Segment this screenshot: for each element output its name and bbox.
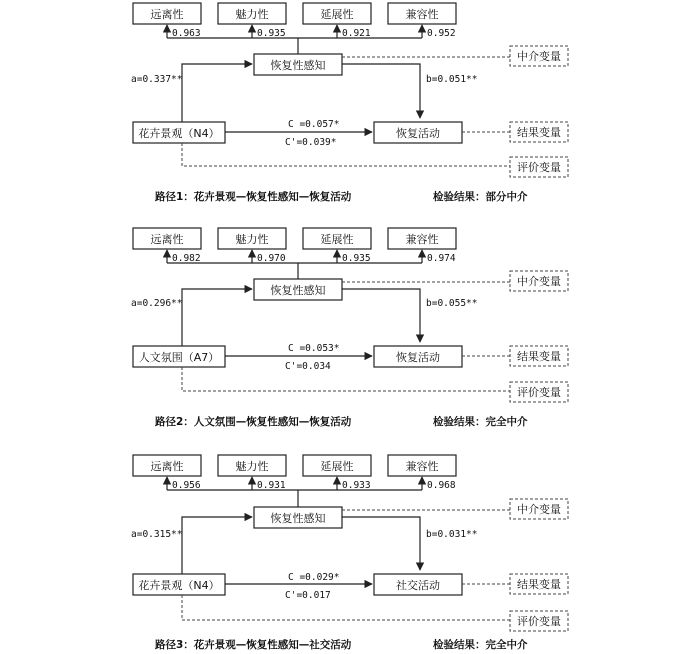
dimension-label: 魅力性: [235, 460, 269, 473]
mediator-variable-label: 中介变量: [517, 50, 561, 63]
path-caption: 路径1：花卉景观—恢复性感知—恢复活动: [155, 191, 352, 203]
loading-value: 0.952: [427, 28, 456, 39]
dimension-label: 延展性: [320, 8, 354, 21]
path-caption: 路径2：人文氛围—恢复性感知—恢复活动: [155, 416, 352, 428]
path-c-coefficient: C =0.029*: [288, 572, 340, 583]
dimension-label: 兼容性: [405, 460, 439, 473]
mediator-variable-label: 中介变量: [517, 275, 561, 288]
dimension-label: 兼容性: [405, 233, 439, 246]
path-b-arrow: [342, 517, 420, 570]
dimension-label: 远离性: [150, 233, 184, 246]
outcome-label: 恢复活动: [396, 351, 440, 364]
path-c-coefficient: C =0.057*: [288, 119, 340, 130]
path-b-coefficient: b=0.055**: [426, 298, 478, 309]
dimension-label: 延展性: [320, 460, 354, 473]
evaluation-variable-label: 评价变量: [517, 615, 561, 628]
evaluation-variable-label: 评价变量: [517, 161, 561, 174]
path-c-coefficient: C =0.053*: [288, 343, 340, 354]
dimension-label: 魅力性: [235, 8, 269, 21]
path-b-arrow: [342, 289, 420, 342]
loading-value: 0.931: [257, 480, 286, 491]
path-b-arrow: [342, 64, 420, 118]
test-result: 检验结果：完全中介: [433, 639, 528, 651]
predictor-label: 人文氛围（A7）: [138, 351, 220, 364]
loading-value: 0.982: [172, 253, 201, 264]
loading-value: 0.974: [427, 253, 456, 264]
path-a-arrow: [182, 64, 252, 125]
dimension-label: 远离性: [150, 8, 184, 21]
mediator-label: 恢复性感知: [270, 59, 326, 72]
mediation-panel-1: [131, 3, 568, 203]
path-a-coefficient: a=0.315**: [131, 529, 183, 540]
path-b-coefficient: b=0.051**: [426, 74, 478, 85]
loading-value: 0.970: [257, 253, 286, 264]
path-c-prime-coefficient: C'=0.017: [285, 590, 331, 601]
path-c-prime-coefficient: C'=0.039*: [285, 137, 337, 148]
loading-value: 0.921: [342, 28, 371, 39]
outcome-label: 恢复活动: [396, 127, 440, 140]
test-result: 检验结果：部分中介: [433, 191, 528, 203]
loading-value: 0.968: [427, 480, 456, 491]
path-c-prime-coefficient: C'=0.034: [285, 361, 331, 372]
outcome-variable-label: 结果变量: [517, 578, 561, 591]
path-a-arrow: [182, 289, 252, 349]
mediator-variable-label: 中介变量: [517, 503, 561, 516]
dimension-label: 魅力性: [235, 233, 269, 246]
dimension-label: 兼容性: [405, 8, 439, 21]
evaluation-tag-line: [182, 143, 510, 166]
outcome-label: 社交活动: [396, 579, 440, 592]
mediator-label: 恢复性感知: [270, 512, 326, 525]
evaluation-tag-line: [182, 367, 510, 391]
path-caption: 路径3：花卉景观—恢复性感知—社交活动: [155, 639, 352, 651]
mediation-panel-3: [131, 455, 568, 651]
loading-value: 0.935: [257, 28, 286, 39]
test-result: 检验结果：完全中介: [433, 416, 528, 428]
outcome-variable-label: 结果变量: [517, 350, 561, 363]
mediation-panel-2: [131, 228, 568, 428]
loading-value: 0.956: [172, 480, 201, 491]
dimension-label: 远离性: [150, 460, 184, 473]
path-a-arrow: [182, 517, 252, 577]
evaluation-tag-line: [182, 595, 510, 620]
predictor-label: 花卉景观（N4）: [138, 579, 220, 592]
loading-value: 0.963: [172, 28, 201, 39]
path-a-coefficient: a=0.296**: [131, 298, 183, 309]
path-b-coefficient: b=0.031**: [426, 529, 478, 540]
outcome-variable-label: 结果变量: [517, 126, 561, 139]
evaluation-variable-label: 评价变量: [517, 386, 561, 399]
loading-value: 0.933: [342, 480, 371, 491]
mediator-label: 恢复性感知: [270, 284, 326, 297]
predictor-label: 花卉景观（N4）: [138, 127, 220, 140]
dimension-label: 延展性: [320, 233, 354, 246]
path-a-coefficient: a=0.337**: [131, 74, 183, 85]
loading-value: 0.935: [342, 253, 371, 264]
